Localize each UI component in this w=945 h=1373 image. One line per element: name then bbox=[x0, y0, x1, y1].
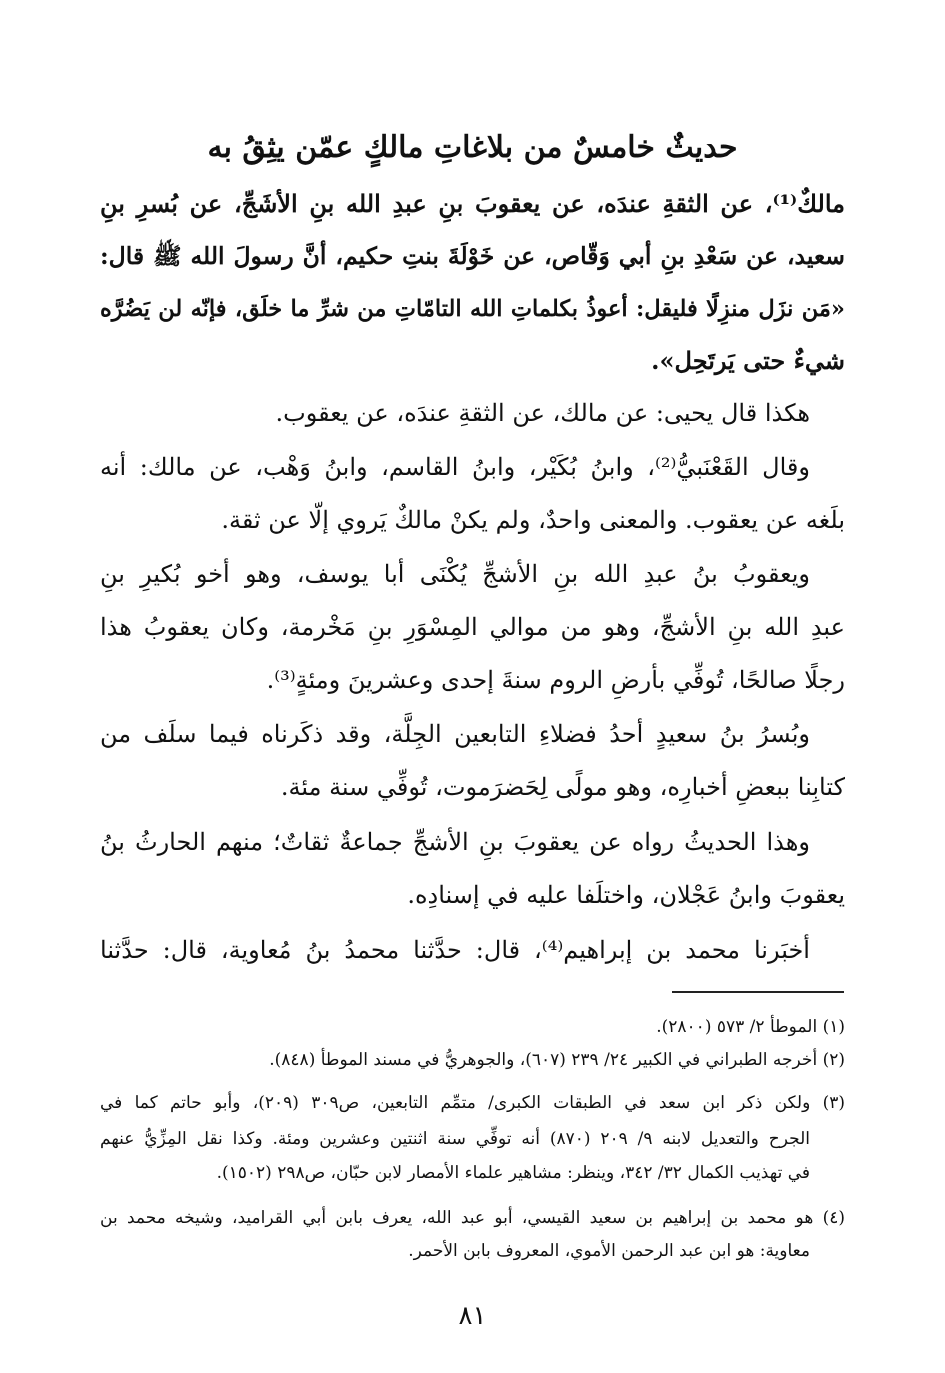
body-line: رجلًا صالحًا، تُوفِّي بأرضِ الروم سنةَ إحدى وعشرينَ ومئةٍ⁽³⁾. bbox=[266, 666, 845, 694]
footnote-line: (٣) ولكن ذكر ابن سعد في الطبقات الكبرى/ متمِّم التابعين، ص٣٠٩ (٢٠٩)، وأبو حاتم كما في bbox=[100, 1093, 845, 1113]
body-line: وبُسرُ بنُ سعيدٍ أحدُ فضلاءِ التابعين الجِلَّة، وقد ذكَرناه فيما سلَف من bbox=[100, 720, 810, 748]
body-line: مالكٌ⁽¹⁾، عن الثقةِ عندَه، عن يعقوبَ بنِ عبدِ الله بنِ الأشَجِّ، عن بُسرِ بنِ bbox=[100, 189, 845, 218]
body-line: بلَغه عن يعقوب. والمعنى واحدٌ، ولم يكنْ مالكٌ يَروي إلّا عن ثقة. bbox=[221, 506, 845, 534]
body-line: وهذا الحديثُ رواه عن يعقوبَ بنِ الأشجِّ جماعةٌ ثقاتٌ؛ منهم الحارثُ بنُ bbox=[100, 828, 810, 856]
body-line: سعيد، عن سَعْدِ بنِ أبي وَقّاص، عن خَوْلَةَ بنتِ حكيم، أنَّ رسولَ الله ﷺ قال: bbox=[100, 242, 845, 270]
body-line: شيءٌ حتى يَرتَحِل». bbox=[651, 346, 845, 375]
body-line: كتابِنا ببعضِ أخبارِه، وهو مولًى لِحَضرَموت، تُوفِّي سنة مئة. bbox=[280, 773, 845, 801]
body-line: ويعقوبُ بنُ عبدِ الله بنِ الأشجِّ يُكْنَى أبا يوسف، وهو أخو بُكيرِ بنِ bbox=[100, 560, 810, 588]
footnote-line: في تهذيب الكمال ٣٢/ ٣٤٢، وينظر: مشاهير علماء الأمصار لابن حبّان، ص٢٩٨ (١٥٠٢). bbox=[216, 1163, 810, 1183]
footnote-line: (٤) هو محمد بن إبراهيم بن سعيد القيسي، أبو عبد الله، يعرف بابن أبي القراميد، وشيخه محمد بن bbox=[100, 1208, 845, 1228]
body-line: «مَن نزَل منزِلًا فليقل: أعوذُ بكلماتِ الله التامّاتِ من شرِّ ما خلَق، فإنّه لن يَضُرَّه bbox=[100, 296, 845, 322]
page-title: حديثٌ خامسٌ من بلاغاتِ مالكٍ عمّن يثِقُ به bbox=[207, 130, 738, 166]
footnote-line: الجرح والتعديل لابنه ٩/ ٢٠٩ (٨٧٠) أنه توفِّي سنة اثنتين وعشرين ومئة. وكذا نقل المِزِّيُّ عنهم bbox=[100, 1129, 810, 1149]
body-line: عبدِ الله بنِ الأشجِّ، وهو من موالي المِسْوَرِ بنِ مَخْرمة، وكان يعقوبُ هذا bbox=[100, 613, 845, 641]
footnote-line: (٢) أخرجه الطبراني في الكبير ٢٤/ ٢٣٩ (٦٠٧)، والجوهريُّ في مسند الموطأ (٨٤٨). bbox=[269, 1050, 845, 1070]
body-line: هكذا قال يحيى: عن مالك، عن الثقةِ عندَه، عن يعقوب. bbox=[275, 399, 810, 427]
page-number: ٨١ bbox=[458, 1301, 487, 1331]
body-line: يعقوبَ وابنُ عَجْلان، واختلَفا عليه في إسنادِه. bbox=[407, 881, 845, 909]
footnote-line: معاوية: هو ابن عبد الرحمن الأموي، المعروف بابن الأحمر. bbox=[408, 1241, 810, 1261]
footnote-separator bbox=[672, 991, 844, 993]
footnote-line: (١) الموطأ ٢/ ٥٧٣ (٢٨٠٠). bbox=[656, 1017, 845, 1037]
body-line: أخبَرنا محمد بن إبراهيم⁽⁴⁾، قال: حدَّثنا محمدُ بنُ مُعاوية، قال: حدَّثنا bbox=[100, 936, 810, 964]
body-line: وقال القَعْنَبيُّ⁽²⁾، وابنُ بُكَيْر، وابنُ القاسم، وابنُ وَهْب، عن مالك: أنه bbox=[100, 453, 810, 481]
